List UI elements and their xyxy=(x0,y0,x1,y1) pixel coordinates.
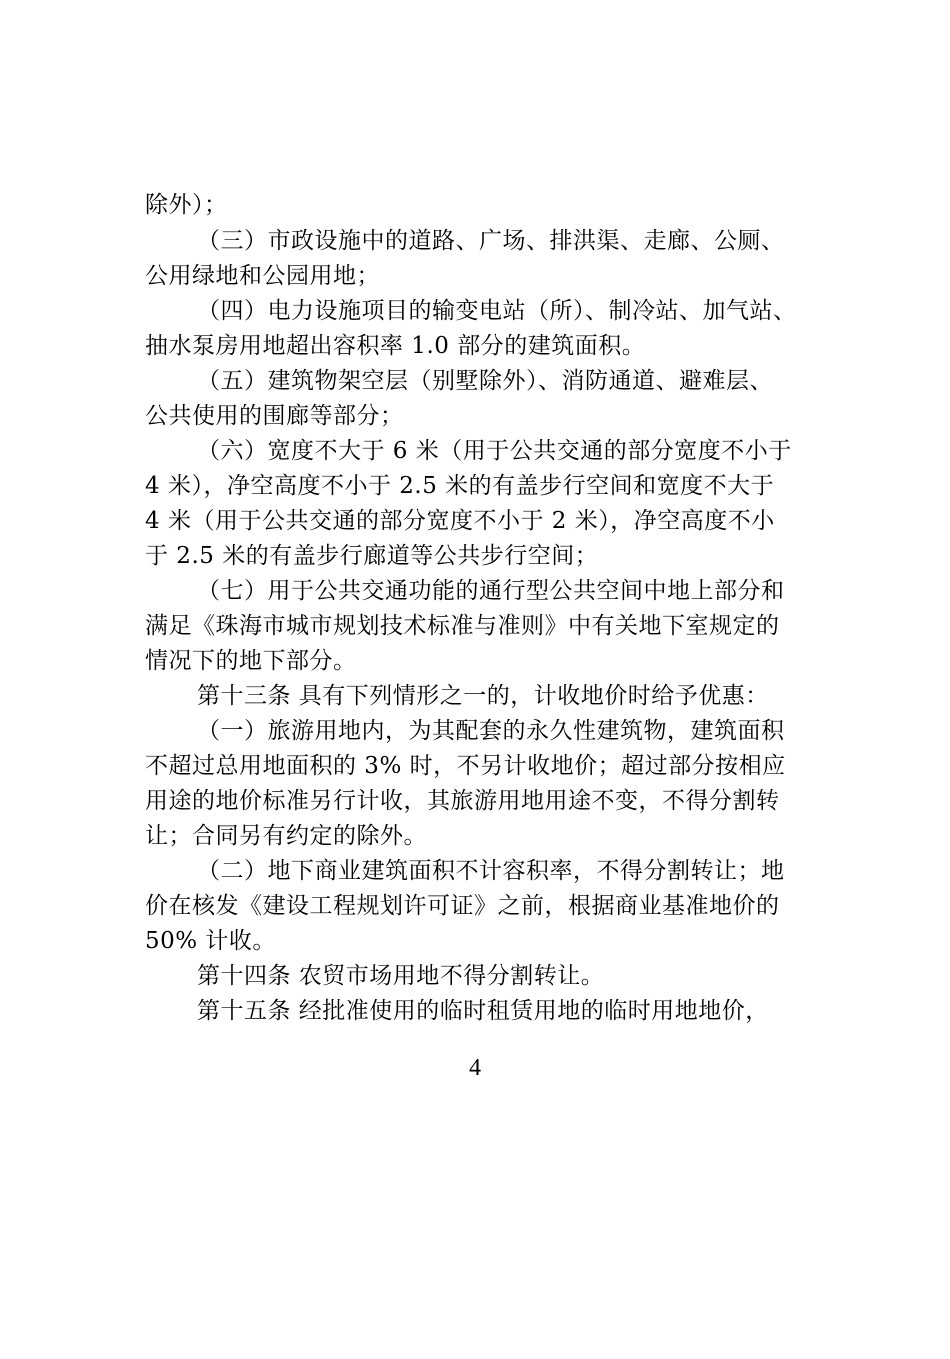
text-line: （一）旅游用地内，为其配套的永久性建筑物，建筑面积 xyxy=(197,718,785,744)
text-line: （七）用于公共交通功能的通行型公共空间中地上部分和 xyxy=(197,578,785,604)
text-line: （三）市政设施中的道路、广场、排洪渠、走廊、公厕、 xyxy=(197,228,785,254)
article-heading-line: 第十五条 经批准使用的临时租赁用地的临时用地地价， xyxy=(197,998,769,1024)
text-line: （五）建筑物架空层（别墅除外）、消防通道、避难层、 xyxy=(197,368,773,394)
text-line: 让；合同另有约定的除外。 xyxy=(145,823,427,849)
page-number: 4 xyxy=(469,1055,481,1081)
text-line: （六）宽度不大于 6 米（用于公共交通的部分宽度不小于 xyxy=(197,438,792,464)
text-line: 用途的地价标准另行计收，其旅游用地用途不变，不得分割转 xyxy=(145,788,780,814)
text-line: 公共使用的围廊等部分； xyxy=(145,403,404,429)
text-line: 4 米），净空高度不小于 2.5 米的有盖步行空间和宽度不大于 xyxy=(145,473,775,499)
article-heading-line: 第十四条 农贸市场用地不得分割转让。 xyxy=(197,963,605,989)
text-line: 除外）； xyxy=(145,192,228,218)
text-line: （二）地下商业建筑面积不计容积率，不得分割转让；地 xyxy=(197,858,785,884)
article-heading-line: 第十三条 具有下列情形之一的，计收地价时给予优惠： xyxy=(197,683,769,709)
text-line: 4 米（用于公共交通的部分宽度不小于 2 米），净空高度不小 xyxy=(145,508,775,534)
text-line: 50% 计收。 xyxy=(145,928,276,954)
text-line: （四）电力设施项目的输变电站（所）、制冷站、加气站、 xyxy=(197,298,797,324)
text-line: 情况下的地下部分。 xyxy=(145,648,357,674)
text-line: 价在核发《建设工程规划许可证》之前，根据商业基准地价的 xyxy=(145,893,780,919)
text-line: 不超过总用地面积的 3% 时，不另计收地价；超过部分按相应 xyxy=(145,753,786,779)
text-line: 抽水泵房用地超出容积率 1.0 部分的建筑面积。 xyxy=(145,333,646,359)
text-line: 于 2.5 米的有盖步行廊道等公共步行空间； xyxy=(145,543,599,569)
text-line: 满足《珠海市城市规划技术标准与准则》中有关地下室规定的 xyxy=(145,613,780,639)
text-line: 公用绿地和公园用地； xyxy=(145,263,380,289)
